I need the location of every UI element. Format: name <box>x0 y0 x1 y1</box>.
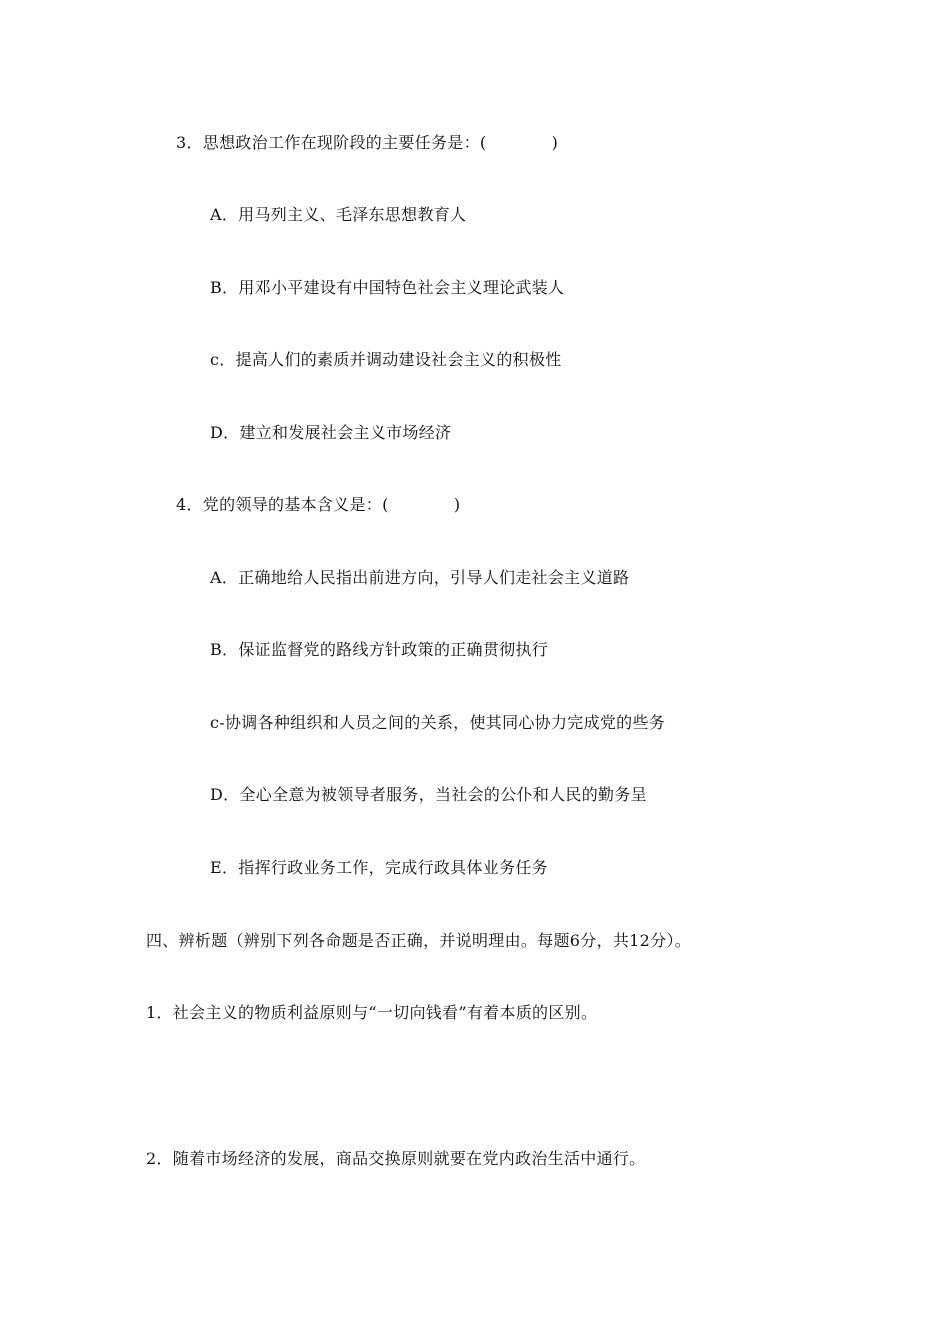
question-4-option-e: E．指挥行政业务工作，完成行政具体业务任务 <box>210 858 548 877</box>
section-4-heading: 四、辨析题（辨别下列各命题是否正确，并说明理由。每题6分，共12分）。 <box>146 931 692 950</box>
question-3-option-b: B．用邓小平建设有中国特色社会主义理论武装人 <box>210 278 565 297</box>
question-4-option-b: B．保证监督党的路线方针政策的正确贯彻执行 <box>210 640 549 659</box>
question-4-option-a: A．正确地给人民指出前进方向，引导人们走社会主义道路 <box>210 568 630 587</box>
question-4-option-c: c-协调各种组织和人员之间的关系，使其同心协力完成党的些务 <box>210 713 666 732</box>
question-3-option-a: A．用马列主义、毛泽东思想教育人 <box>210 205 467 224</box>
question-4-stem: 4．党的领导的基本含义是：( ) <box>176 495 461 514</box>
section-4-item-1: 1．社会主义的物质利益原则与“一切向钱看”有着本质的区别。 <box>146 1003 598 1022</box>
question-4-option-d: D．全心全意为被领导者服务，当社会的公仆和人民的勤务呈 <box>210 785 647 804</box>
question-3-option-d: D．建立和发展社会主义市场经济 <box>210 423 452 442</box>
question-3-option-c: c．提高人们的素质并调动建设社会主义的积极性 <box>210 350 562 369</box>
question-3-stem: 3．思想政治工作在现阶段的主要任务是：( ) <box>176 133 559 152</box>
section-4-item-2: 2．随着市场经济的发展，商品交换原则就要在党内政治生活中通行。 <box>146 1149 646 1168</box>
